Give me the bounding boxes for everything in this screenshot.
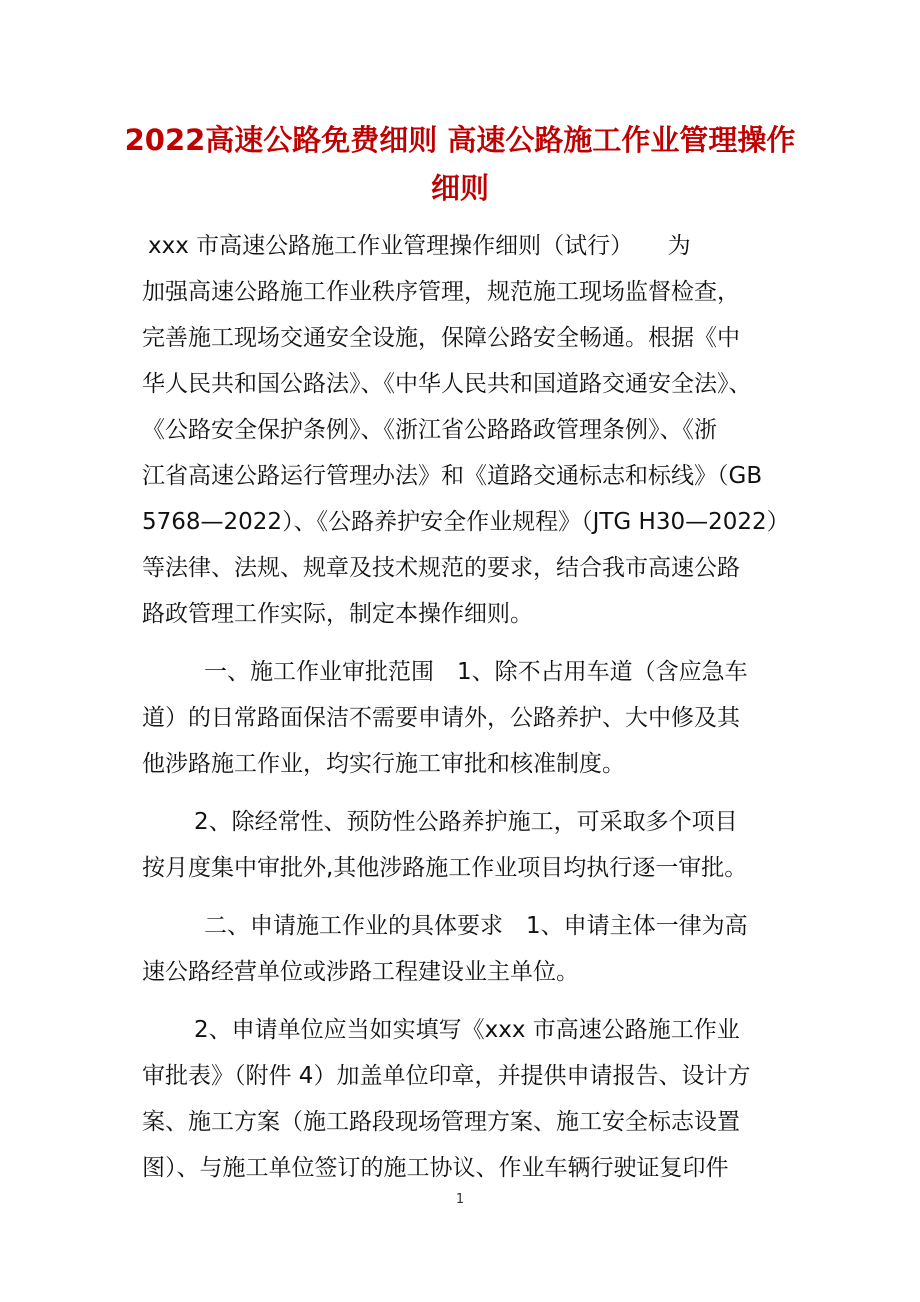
text-line: 完善施工现场交通安全设施，保障公路安全畅通。根据《中 xyxy=(142,325,740,351)
page-number: 1 xyxy=(455,1192,465,1207)
text-line: 2、申请单位应当如实填写《xxx 市高速公路施工作业 xyxy=(194,1017,740,1043)
text-line: 他涉路施工作业，均实行施工审批和核准制度。 xyxy=(142,751,625,777)
text-line: 审批表》（附件 4）加盖单位印章，并提供申请报告、设计方 xyxy=(142,1063,751,1089)
document-body xyxy=(142,223,790,1191)
text-line: 等法律、法规、规章及技术规范的要求，结合我市高速公路 xyxy=(142,555,740,581)
title-line-2: 细则 xyxy=(430,171,489,205)
text-line: 二、申请施工作业的具体要求 1、申请主体一律为高 xyxy=(204,913,748,939)
paragraph-section-1-item-2 xyxy=(142,799,782,891)
text-line: 案、施工方案（施工路段现场管理方案、施工安全标志设置 xyxy=(142,1109,740,1135)
paragraph-section-2-item-2 xyxy=(142,1007,782,1191)
paragraph-section-1 xyxy=(142,649,782,787)
text-line: xxx 市高速公路施工作业管理操作细则（试行） 为 xyxy=(148,233,691,259)
paragraph-section-2 xyxy=(142,903,782,995)
text-line: 图）、与施工单位签订的施工协议、作业车辆行驶证复印件 xyxy=(142,1155,729,1181)
text-line: 加强高速公路施工作业秩序管理，规范施工现场监督检查， xyxy=(142,279,740,305)
document-title xyxy=(110,116,810,212)
text-line: 《公路安全保护条例》、《浙江省公路路政管理条例》、《浙 xyxy=(142,417,717,443)
text-line: 5768—2022）、《公路养护安全作业规程》（JTG H30—2022） xyxy=(142,509,790,535)
text-line: 江省高速公路运行管理办法》和《道路交通标志和标线》（GB xyxy=(142,463,763,489)
text-line: 一、施工作业审批范围 1、除不占用车道（含应急车 xyxy=(204,659,748,685)
text-line: 道）的日常路面保洁不需要申请外，公路养护、大中修及其 xyxy=(142,705,740,731)
text-line: 速公路经营单位或涉路工程建设业主单位。 xyxy=(142,959,579,985)
text-line: 按月度集中审批外,其他涉路施工作业项目均执行逐一审批。 xyxy=(142,855,748,881)
text-line: 华人民共和国公路法》、《中华人民共和国道路交通安全法》、 xyxy=(142,371,752,397)
title-line-1: 2022高速公路免费细则 高速公路施工作业管理操作 xyxy=(124,123,796,157)
text-line: 路政管理工作实际，制定本操作细则。 xyxy=(142,601,533,627)
text-line: 2、除经常性、预防性公路养护施工，可采取多个项目 xyxy=(194,809,738,835)
paragraph-intro xyxy=(142,223,790,637)
